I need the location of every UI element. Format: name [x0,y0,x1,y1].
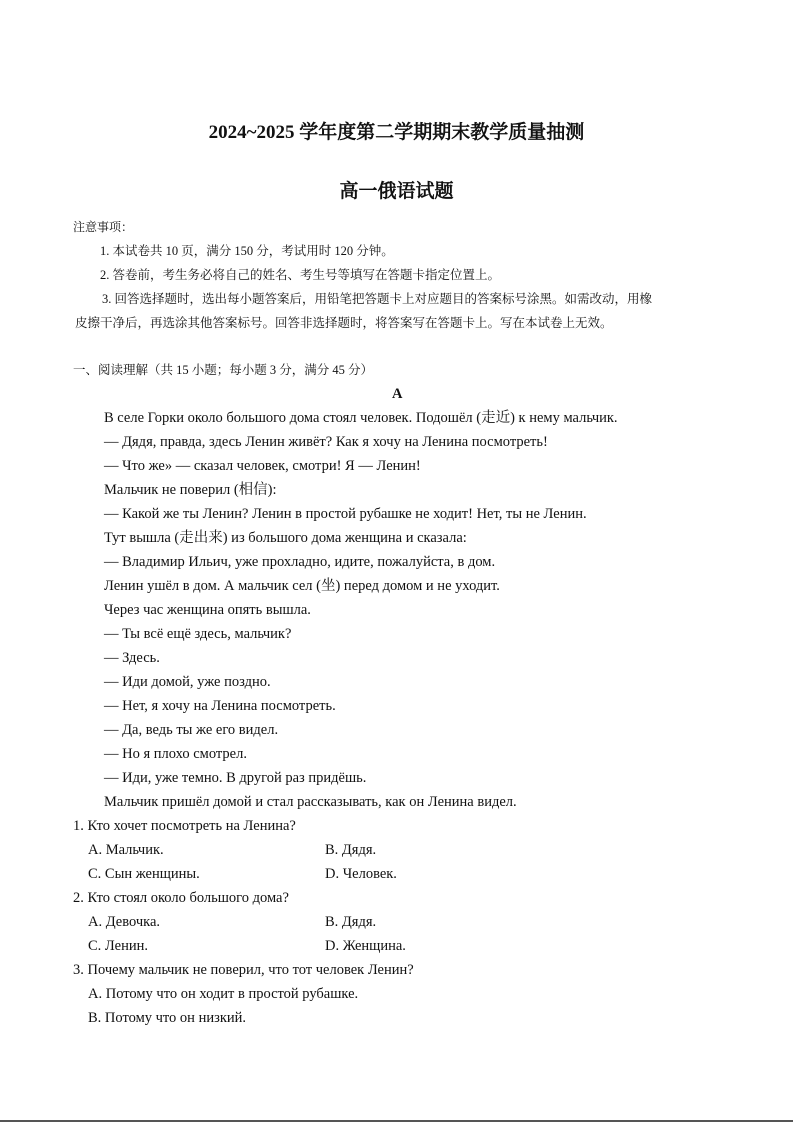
question-1-option-c: C. Сын женщины. [88,866,200,882]
notice-item: 1. 本试卷共 10 页，满分 150 分，考试用时 120 分钟。 [100,244,394,258]
passage-line: — Нет, я хочу на Ленина посмотреть. [104,698,336,714]
passage-line: Тут вышла (走出来) из большого дома женщина и сказала: [104,530,467,546]
passage-line: — Что же» — сказал человек, смотри! Я — Ленин! [104,458,421,474]
section-heading: 一、阅读理解（共 15 小题；每小题 3 分，满分 45 分） [73,363,374,377]
passage-line: Через час женщина опять вышла. [104,602,311,618]
question-3: 3. Почему мальчик не поверил, что тот человек Ленин? [73,962,414,978]
question-2-option-c: C. Ленин. [88,938,148,954]
passage-line: — Да, ведь ты же его видел. [104,722,279,738]
notice-item: 3. 回答选择题时，选出每小题答案后，用铅笔把答题卡上对应题目的答案标号涂黑。如需改动，用橡 [102,292,653,306]
question-2-option-b: B. Дядя. [325,914,377,930]
passage-line: — Дядя, правда, здесь Ленин живёт? Как я хочу на Ленина посмотреть! [104,434,548,450]
passage-line: В селе Горки около большого дома стоял человек. Подошёл (走近) к нему мальчик. [104,410,618,426]
question-2-option-a: A. Девочка. [88,914,161,930]
notice-item: 2. 答卷前，考生务必将自己的姓名、考生号等填写在答题卡指定位置上。 [100,268,501,282]
passage-line: Ленин ушёл в дом. А мальчик сел (坐) перед домом и не уходит. [104,578,500,594]
question-3-option-a: A. Потому что он ходит в простой рубашке. [88,986,359,1002]
question-1: 1. Кто хочет посмотреть на Ленина? [73,818,296,834]
question-2-option-d: D. Женщина. [325,938,406,954]
passage-line: — Ты всё ещё здесь, мальчик? [104,626,292,642]
passage-line: Мальчик не поверил (相信): [104,482,277,498]
passage-line: — Владимир Ильич, уже прохладно, идите, пожалуйста, в дом. [104,554,496,570]
question-3-option-b: B. Потому что он низкий. [88,1010,247,1026]
passage-line: — Но я плохо смотрел. [104,746,247,762]
question-1-option-b: B. Дядя. [325,842,377,858]
notice-heading: 注意事项： [73,220,134,234]
passage-line: Мальчик пришёл домой и стал рассказывать, как он Ленина видел. [104,794,517,810]
passage-line: — Здесь. [104,650,160,666]
question-1-option-a: A. Мальчик. [88,842,164,858]
exam-title: 2024~2025 学年度第二学期期末教学质量抽测 [208,122,585,143]
passage-label: A [392,386,403,402]
exam-subtitle: 高一俄语试题 [339,181,454,202]
question-2: 2. Кто стоял около большого дома? [73,890,289,906]
passage-line: — Иди, уже темно. В другой раз придёшь. [104,770,367,786]
passage-line: — Иди домой, уже поздно. [104,674,271,690]
passage-line: — Какой же ты Ленин? Ленин в простой рубашке не ходит! Нет, ты не Ленин. [104,506,587,522]
question-1-option-d: D. Человек. [325,866,397,882]
notice-item: 皮擦干净后，再选涂其他答案标号。回答非选择题时，将答案写在答题卡上。写在本试卷上无效。 [75,316,613,330]
